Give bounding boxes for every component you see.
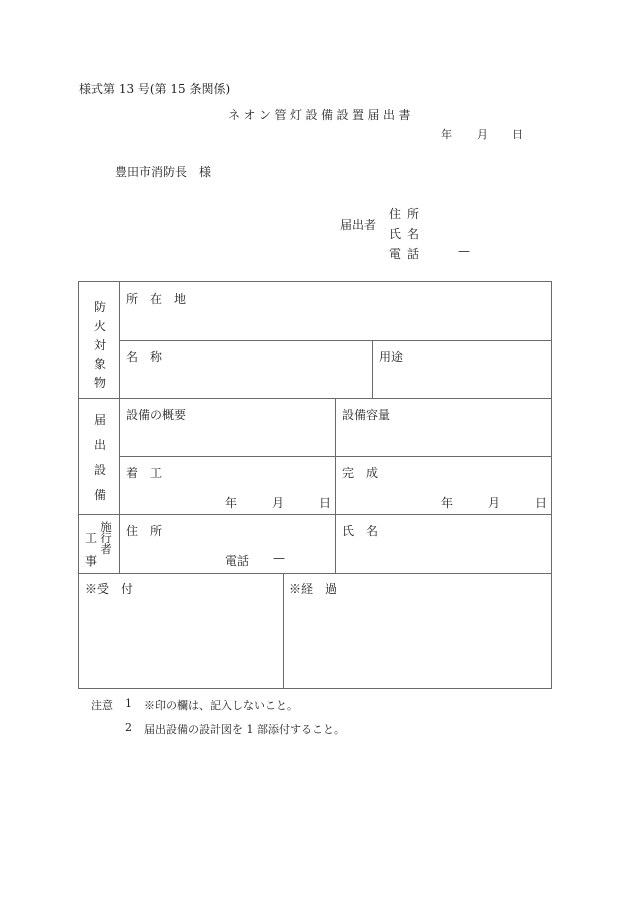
completion-year: 年 [441, 496, 454, 510]
date-month-label: 月 [477, 128, 488, 141]
contractor-name-label: 氏 名 [342, 524, 379, 538]
completion-day: 日 [535, 496, 548, 510]
label-char: 行 [100, 531, 112, 545]
contractor-address-label: 住 所 [126, 524, 163, 538]
note-2-number: 2 [125, 721, 132, 734]
divider [119, 282, 120, 573]
start-month: 月 [272, 496, 285, 510]
label-char: 象 [93, 357, 106, 371]
contractor-phone-dash: — [273, 551, 285, 565]
equipment-section-label [93, 408, 107, 508]
usage-field-label: 用途 [379, 350, 404, 364]
divider [372, 340, 373, 398]
completion-month: 月 [488, 496, 501, 510]
contractor-section-label-col1 [84, 527, 98, 573]
contractor-section-label-col2 [99, 522, 113, 555]
divider [79, 398, 552, 399]
notifier-address-label: 住所 [389, 207, 426, 221]
label-char: 対 [93, 338, 106, 352]
completion-date-label: 完 成 [342, 466, 379, 480]
addressee: 豊田市消防長 様 [115, 165, 212, 179]
label-char: 設 [93, 463, 106, 477]
label-char: 施 [100, 520, 112, 534]
divider [283, 573, 284, 689]
notifier-label: 届出者 [340, 218, 377, 232]
equipment-capacity-label: 設備容量 [342, 408, 391, 422]
notifier-phone-label: 電話 [389, 247, 426, 261]
label-char: 出 [93, 438, 106, 452]
start-day: 日 [319, 496, 332, 510]
label-char: 者 [100, 542, 112, 556]
label-char: 防 [93, 300, 106, 314]
equipment-overview-label: 設備の概要 [126, 408, 187, 422]
notifier-name-label: 氏名 [389, 227, 426, 241]
notifier-phone-dash: — [458, 244, 470, 258]
start-year: 年 [225, 496, 238, 510]
reception-label: ※受 付 [85, 582, 134, 596]
label-char: 備 [93, 488, 106, 502]
note-2-text: 届出設備の設計図を 1 部添付すること。 [144, 723, 345, 736]
label-char: 物 [93, 376, 106, 390]
notes-label: 注意 [91, 699, 113, 712]
progress-label: ※経 過 [289, 582, 338, 596]
date-year-label: 年 [441, 128, 452, 141]
note-1-number: 1 [125, 697, 132, 710]
divider [335, 398, 336, 573]
divider [79, 573, 552, 574]
name-field-label: 名 称 [126, 350, 163, 364]
label-char: 届 [93, 413, 106, 427]
divider [119, 340, 552, 341]
form-table [78, 281, 552, 689]
label-char: 火 [93, 319, 106, 333]
location-field-label: 所 在 地 [126, 292, 187, 306]
form-number: 様式第 13 号(第 15 条関係) [79, 82, 231, 96]
document-title: ネオン管灯設備設置届出書 [228, 108, 415, 122]
contractor-phone-label: 電話 [225, 554, 250, 568]
label-char: 事 [84, 554, 97, 568]
date-day-label: 日 [512, 128, 523, 141]
start-date-label: 着 工 [126, 466, 163, 480]
fire-object-section-label [93, 298, 107, 393]
divider [79, 514, 552, 515]
label-char: 工 [84, 531, 97, 545]
note-1-text: ※印の欄は、記入しないこと。 [144, 699, 298, 712]
